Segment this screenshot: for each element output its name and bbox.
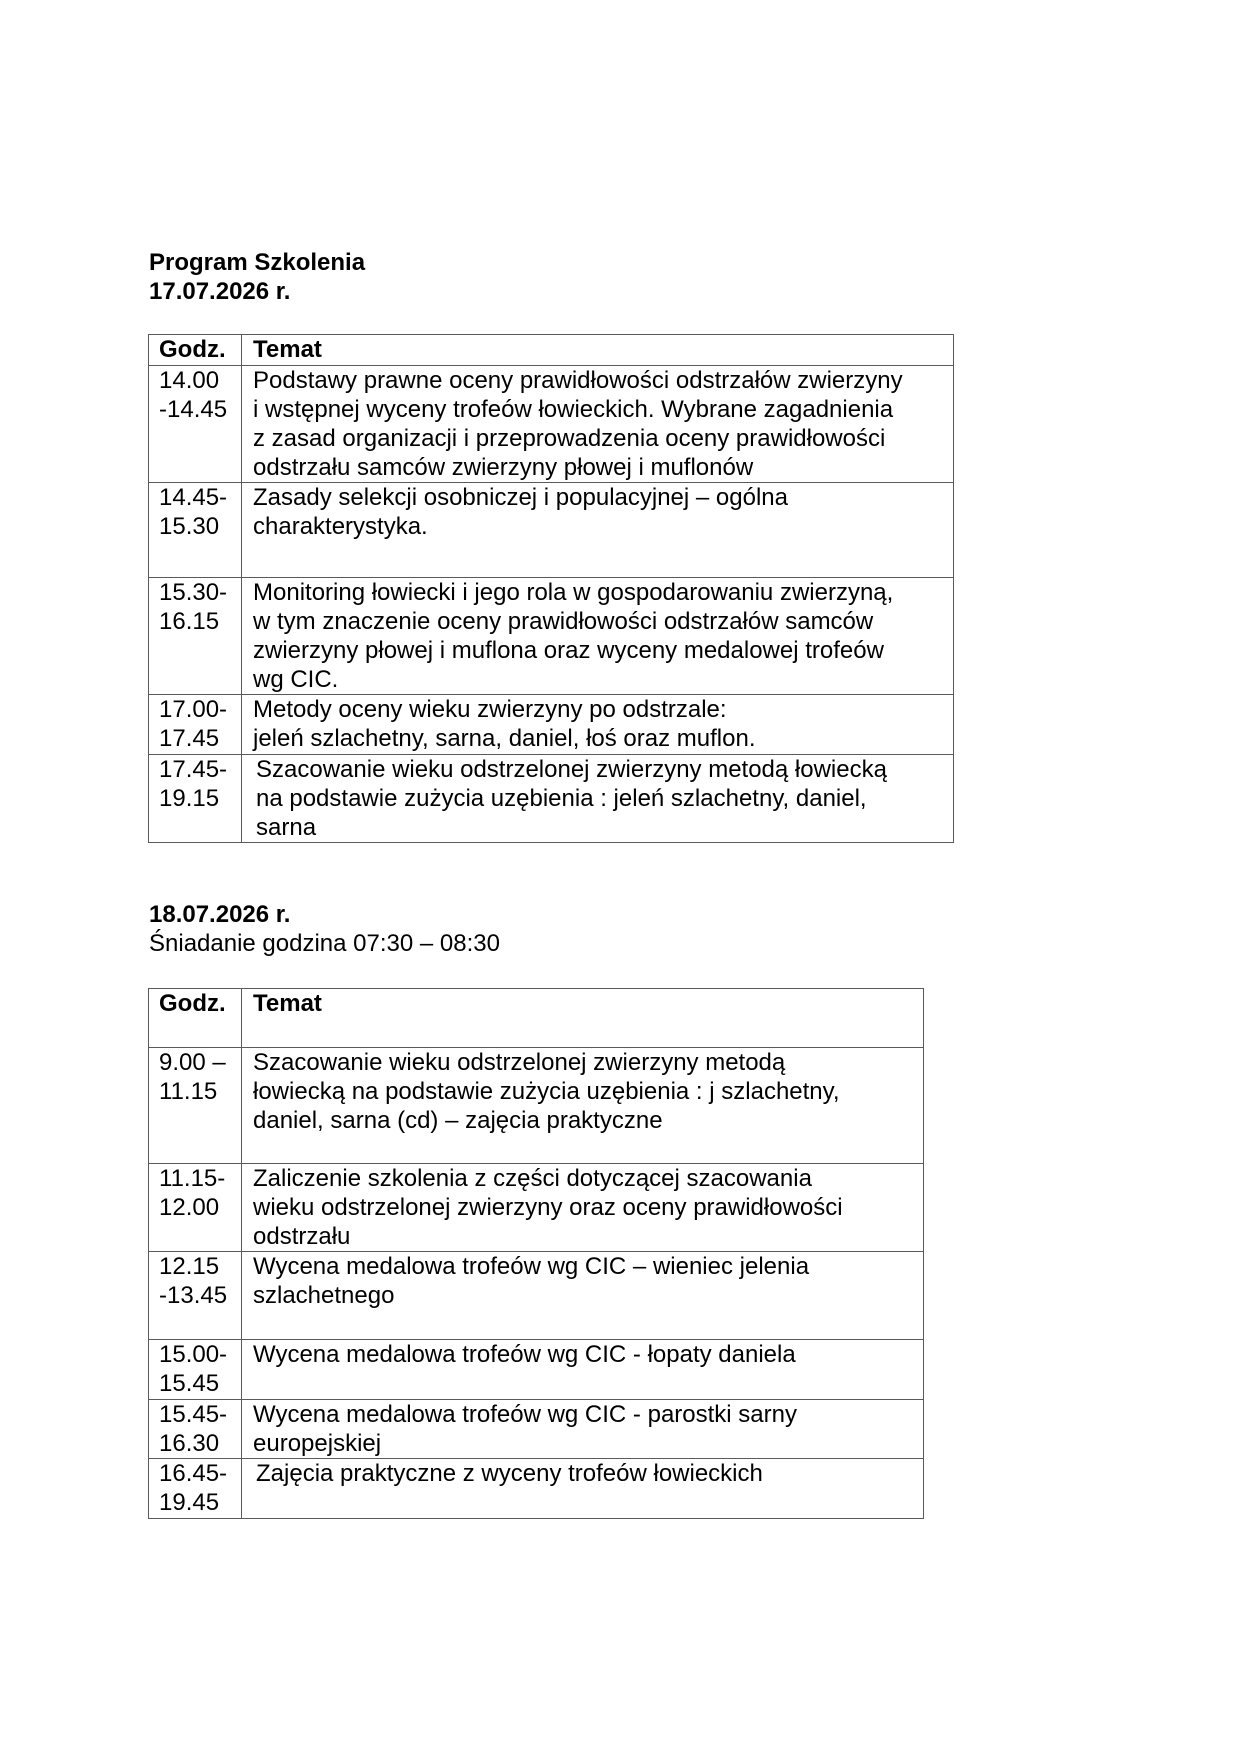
- table-row: [149, 1164, 924, 1252]
- topic-cell: Szacowanie wieku odstrzelonej zwierzyny metodą łowiecką na podstawie zużycia uzębienia : jeleń szlachetny, daniel, sarna: [242, 755, 954, 843]
- topic-cell: Wycena medalowa trofeów wg CIC - parostki sarny europejskiej: [242, 1400, 924, 1459]
- topic-cell: Wycena medalowa trofeów wg CIC – wieniec jelenia szlachetnego: [242, 1252, 924, 1340]
- table-row: [149, 366, 954, 483]
- time-cell: 17.00- 17.45: [149, 695, 242, 755]
- table-row: [149, 1459, 924, 1519]
- table-row: [149, 578, 954, 695]
- header-time: Godz.: [149, 335, 242, 366]
- table-header-row: [149, 989, 924, 1048]
- topic-cell: Szacowanie wieku odstrzelonej zwierzyny metodą łowiecką na podstawie zużycia uzębienia : j szlachetny, daniel, sarna (cd) – zajęcia praktyczne: [242, 1048, 924, 1164]
- topic-cell: Wycena medalowa trofeów wg CIC - łopaty daniela: [242, 1340, 924, 1400]
- topic-cell: Podstawy prawne oceny prawidłowości odstrzałów zwierzyny i wstępnej wyceny trofeów łowieckich. Wybrane zagadnienia z zasad organizacji i przeprowadzenia oceny prawidłowości odstrzału samców zwierzyny płowej i muflonów: [242, 366, 954, 483]
- time-cell: 16.45- 19.45: [149, 1459, 242, 1519]
- table-row: [149, 1400, 924, 1459]
- time-cell: 17.45- 19.15: [149, 755, 242, 843]
- topic-cell: Metody oceny wieku zwierzyny po odstrzale: jeleń szlachetny, sarna, daniel, łoś oraz muflon.: [242, 695, 954, 755]
- day1-schedule-table: [148, 334, 954, 843]
- topic-cell: Zaliczenie szkolenia z części dotyczącej szacowania wieku odstrzelonej zwierzyny oraz oceny prawidłowości odstrzału: [242, 1164, 924, 1252]
- header-topic: Temat: [242, 335, 954, 366]
- table-row: [149, 483, 954, 578]
- breakfast-note: Śniadanie godzina 07:30 – 08:30: [149, 930, 500, 957]
- time-cell: 14.45- 15.30: [149, 483, 242, 578]
- table-row: [149, 1048, 924, 1164]
- topic-cell: Monitoring łowiecki i jego rola w gospodarowaniu zwierzyną, w tym znaczenie oceny prawidłowości odstrzałów samców zwierzyny płowej i muflona oraz wyceny medalowej trofeów wg CIC.: [242, 578, 954, 695]
- time-cell: 9.00 – 11.15: [149, 1048, 242, 1164]
- topic-cell: Zajęcia praktyczne z wyceny trofeów łowieckich: [242, 1459, 924, 1519]
- time-cell: 15.45- 16.30: [149, 1400, 242, 1459]
- time-cell: 15.30- 16.15: [149, 578, 242, 695]
- header-time: Godz.: [149, 989, 242, 1048]
- day2-date: 18.07.2026 r.: [149, 901, 291, 928]
- time-cell: 15.00- 15.45: [149, 1340, 242, 1400]
- time-cell: 11.15- 12.00: [149, 1164, 242, 1252]
- table-row: [149, 695, 954, 755]
- table-header-row: [149, 335, 954, 366]
- day1-date: 17.07.2026 r.: [149, 278, 291, 305]
- header-topic: Temat: [242, 989, 924, 1048]
- table-row: [149, 755, 954, 843]
- document-title: Program Szkolenia: [149, 249, 366, 276]
- topic-cell: Zasady selekcji osobniczej i populacyjnej – ogólna charakterystyka.: [242, 483, 954, 578]
- table-row: [149, 1340, 924, 1400]
- time-cell: 12.15 -13.45: [149, 1252, 242, 1340]
- table-row: [149, 1252, 924, 1340]
- day2-schedule-table: [148, 988, 924, 1519]
- time-cell: 14.00 -14.45: [149, 366, 242, 483]
